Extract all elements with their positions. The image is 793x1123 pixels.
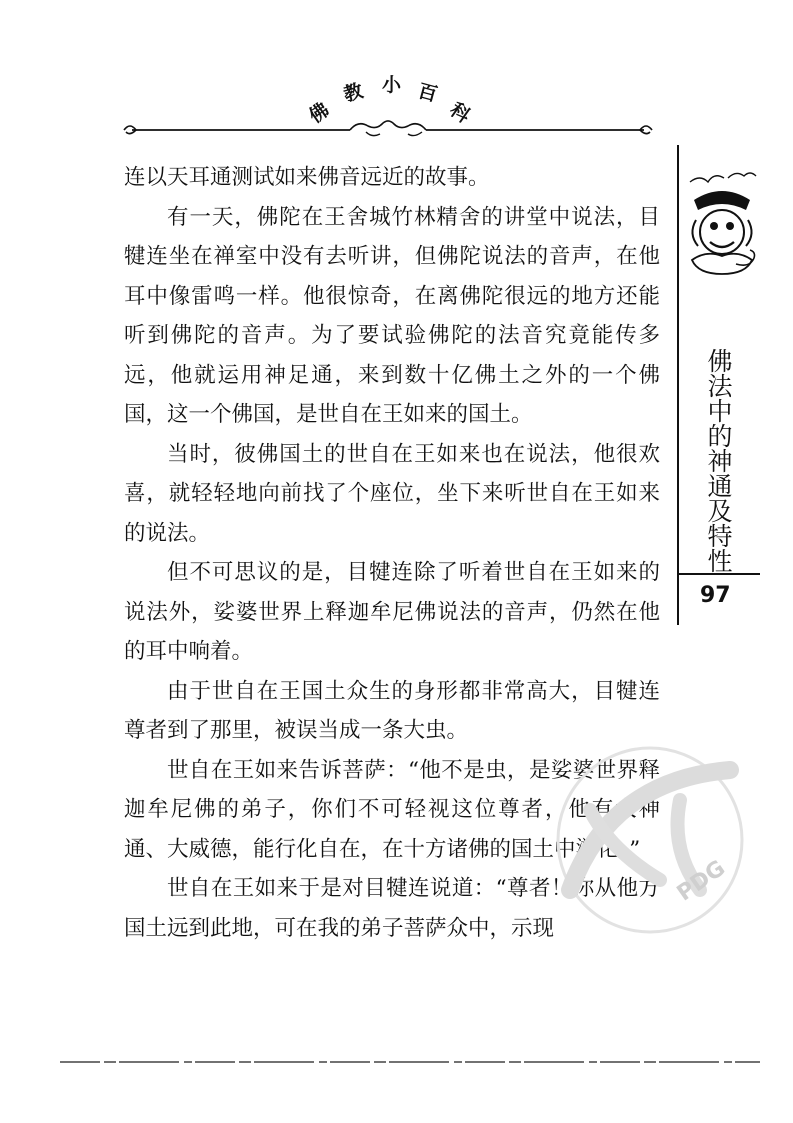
page-number: 97 — [700, 583, 731, 608]
paragraph-6: 世自在王如来告诉菩萨：“他不是虫，是娑婆世界释迦牟尼佛的弟子，你们不可轻视这位尊者，他有大神通、大威德，能行化自在，在十方诸佛的国土中游化。” — [124, 757, 660, 862]
paragraph-2: 有一天，佛陀在王舍城竹林精舍的讲堂中说法，目犍连坐在禅室中没有去听讲，但佛陀说法的音声，在他耳中像雷鸣一样。他很惊奇，在离佛陀很远的地方还能听到佛陀的音声。为了要试验佛陀的法音究竟能传多远，他就运用神足通，来到数十亿佛土之外的一个佛国，这一个佛国，是世自在王如来的国土。 — [124, 204, 660, 427]
guardian-deity-illustration — [684, 160, 760, 310]
paragraph-3: 当时，彼佛国土的世自在王如来也在说法，他很欢喜，就轻轻地向前找了个座位，坐下来听世自在王如来的说法。 — [124, 441, 660, 546]
header-title-char-2: 教 — [341, 79, 366, 107]
pdg-watermark — [530, 740, 770, 940]
paragraph-7: 世自在王如来于是对目犍连说道：“尊者！你从他方国土远到此地，可在我的弟子菩萨众中，示现 — [124, 876, 660, 941]
header-title-char-3: 小 — [382, 74, 402, 96]
paragraph-1: 连以天耳通测试如来佛音远近的故事。 — [124, 165, 490, 190]
sidebar-divider-vertical — [677, 145, 679, 625]
header-title-char-5: 科 — [445, 98, 474, 128]
header-title-char-4: 百 — [415, 79, 440, 107]
paragraph-4: 但不可思议的是，目犍连除了听着世自在王如来的说法外，娑婆世界上释迦牟尼佛说法的音声，仍然在他的耳中响着。 — [124, 560, 660, 664]
header-ornament-rule — [118, 112, 658, 142]
paragraph-5: 由于世自在王国土众生的身形都非常高大，目犍连尊者到了那里，被误当成一条大虫。 — [124, 678, 660, 743]
sidebar-divider-horizontal — [677, 573, 760, 575]
watermark-text: PDG — [672, 855, 731, 907]
header-title-char-1: 佛 — [305, 98, 334, 128]
footer-rule — [60, 1058, 760, 1066]
sidebar-section-title: 佛法中的神通及特性 — [704, 348, 733, 573]
